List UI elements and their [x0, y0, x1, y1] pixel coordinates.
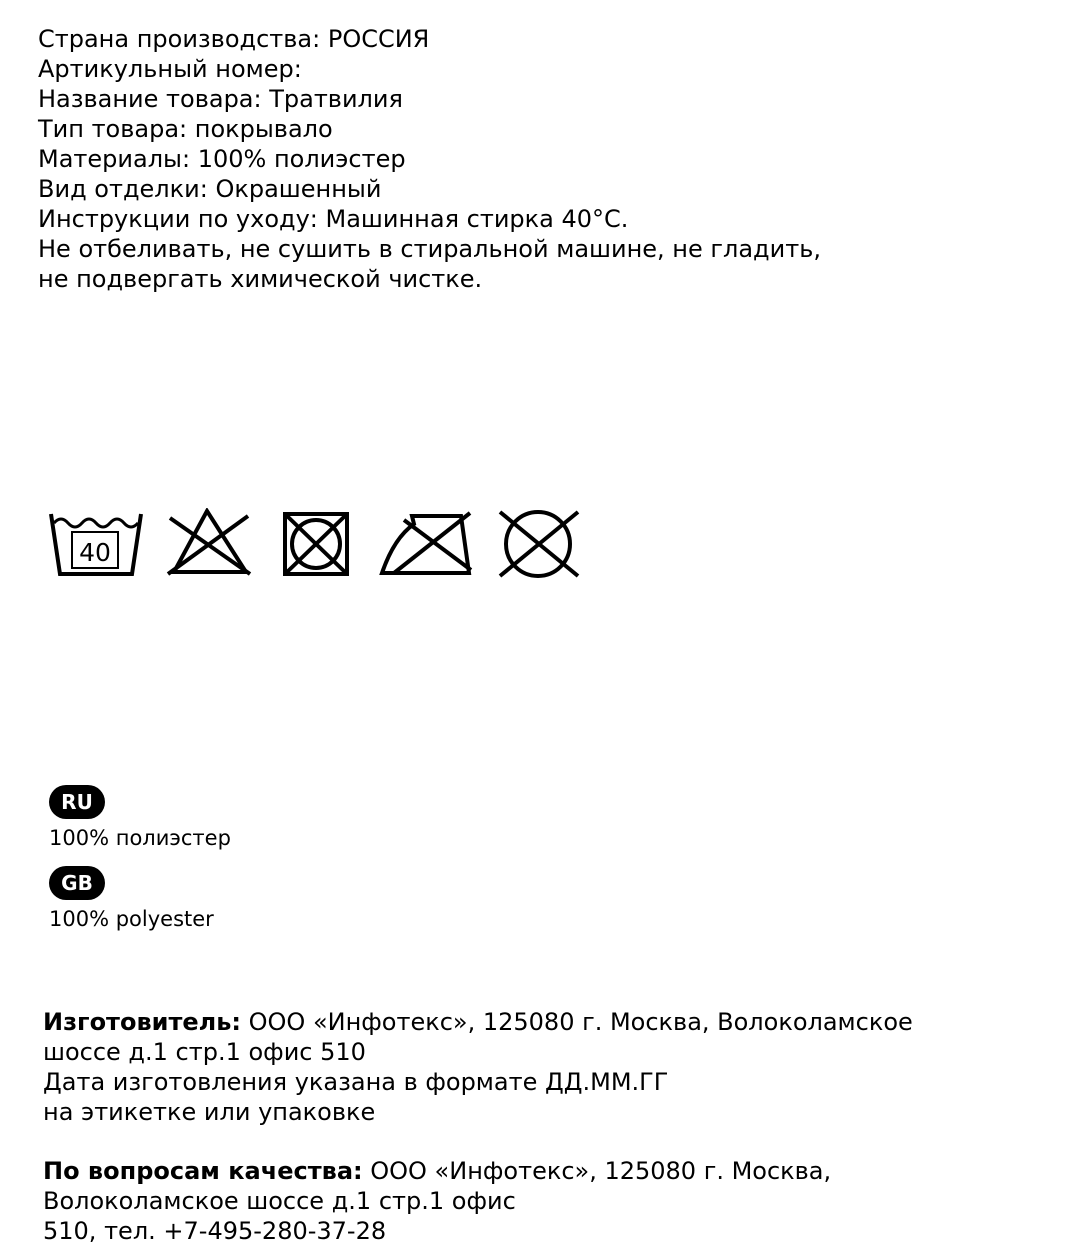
manufacture-date-note-2: на этикетке или упаковке: [43, 1098, 376, 1126]
quality-line-2: Волоколамское шоссе д.1 стр.1 офис: [43, 1187, 516, 1215]
manufacture-date-note: Дата изготовления указана в формате ДД.ММ.ГГ: [43, 1068, 669, 1096]
care-restrictions-line-2: не подвергать химической чистке.: [38, 265, 483, 293]
quality-line-1: [43, 1156, 831, 1186]
materials-line: Материалы: 100% полиэстер: [38, 145, 406, 173]
care-instructions-line: Инструкции по уходу: Машинная стирка 40°C.: [38, 205, 629, 233]
manufacturer-info: [43, 1007, 913, 1127]
composition-ru-text: 100% полиэстер: [49, 826, 231, 850]
wash-40-icon: [48, 508, 144, 578]
article-number-line: Артикульный номер:: [38, 55, 302, 83]
country-line: Страна производства: РОССИЯ: [38, 25, 430, 53]
quality-contact: [43, 1156, 831, 1246]
no-tumble-dry-icon: [280, 508, 352, 578]
composition-gb-text: 100% polyester: [49, 907, 214, 931]
quality-line-3: 510, тел. +7-495-280-37-28: [43, 1217, 387, 1245]
no-bleach-icon: [166, 508, 252, 578]
composition-ru: [49, 785, 231, 850]
product-name-line: Название товара: Тратвилия: [38, 85, 403, 113]
quality-label: По вопросам качества:: [43, 1157, 363, 1185]
product-info: [38, 24, 821, 294]
finish-line: Вид отделки: Окрашенный: [38, 175, 382, 203]
manufacturer-label: Изготовитель:: [43, 1008, 241, 1036]
no-dry-clean-icon: [496, 508, 582, 578]
quality-address: ООО «Инфотекс», 125080 г. Москва,: [370, 1157, 832, 1185]
no-iron-icon: [378, 508, 474, 578]
manufacturer-address: ООО «Инфотекс», 125080 г. Москва, Волоколамское: [248, 1008, 913, 1036]
language-badge-gb: GB: [49, 866, 105, 900]
wash-temperature: 40: [79, 538, 111, 567]
product-type-line: Тип товара: покрывало: [38, 115, 333, 143]
manufacturer-line-1: [43, 1007, 913, 1037]
manufacturer-line-2: шоссе д.1 стр.1 офис 510: [43, 1038, 366, 1066]
care-restrictions-line: Не отбеливать, не сушить в стиральной машине, не гладить,: [38, 235, 821, 263]
language-badge-ru: RU: [49, 785, 105, 819]
composition-gb: [49, 866, 214, 931]
